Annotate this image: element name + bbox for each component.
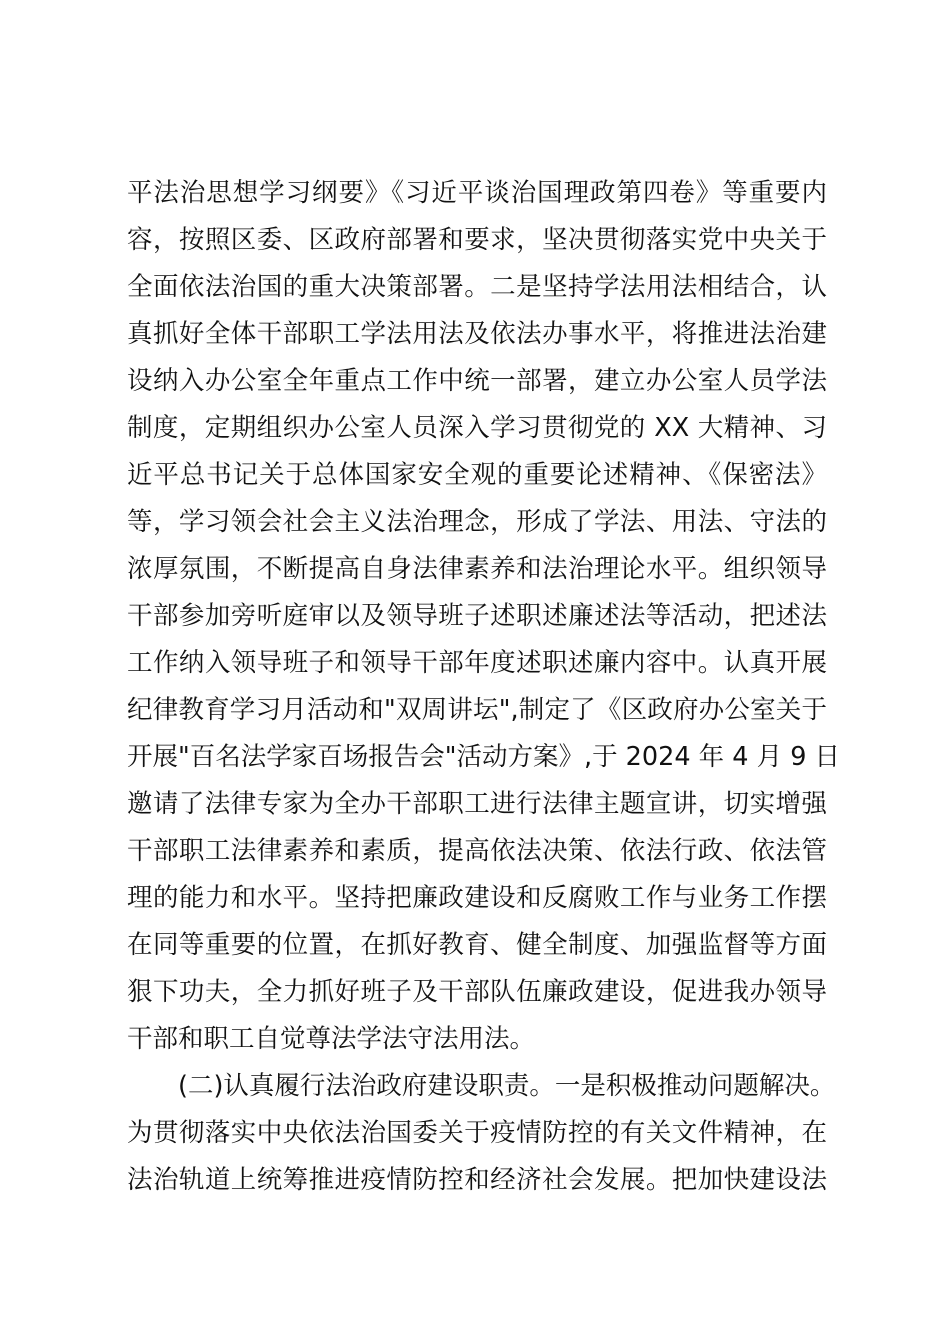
- text-line: 浓厚氛围，不断提高自身法律素养和法治理论水平。组织领导: [127, 554, 827, 584]
- text-line: 在同等重要的位置，在抓好教育、健全制度、加强监督等方面: [127, 930, 827, 960]
- text-line: 近平总书记关于总体国家安全观的重要论述精神、《保密法》: [127, 460, 827, 490]
- text-line: 狠下功夫，全力抓好班子及干部队伍廉政建设，促进我办领导: [127, 977, 827, 1007]
- text-line: 干部和职工自觉尊法学法守法用法。: [127, 1024, 536, 1054]
- text-line: 为贯彻落实中央依法治国委关于疫情防控的有关文件精神，在: [127, 1118, 827, 1148]
- text-line: 纪律教育学习月活动和"双周讲坛",制定了《区政府办公室关于: [127, 695, 827, 725]
- text-line: 设纳入办公室全年重点工作中统一部署，建立办公室人员学法: [127, 366, 827, 396]
- text-line: 工作纳入领导班子和领导干部年度述职述廉内容中。认真开展: [127, 648, 827, 678]
- text-line: 理的能力和水平。坚持把廉政建设和反腐败工作与业务工作摆: [127, 883, 827, 913]
- text-line: 邀请了法律专家为全办干部职工进行法律主题宣讲，切实增强: [127, 789, 827, 819]
- text-line: 真抓好全体干部职工学法用法及依法办事水平，将推进法治建: [127, 319, 827, 349]
- text-line: 法治轨道上统筹推进疫情防控和经济社会发展。把加快建设法: [127, 1165, 827, 1195]
- text-line: (二)认真履行法治政府建设职责。一是积极推动问题解决。: [178, 1071, 836, 1101]
- text-line: 干部职工法律素养和素质，提高依法决策、依法行政、依法管: [127, 836, 827, 866]
- text-line: 开展"百名法学家百场报告会"活动方案》,于 2024 年 4 月 9 日: [127, 742, 841, 772]
- text-line: 容，按照区委、区政府部署和要求，坚决贯彻落实党中央关于: [127, 225, 827, 255]
- text-line: 全面依法治国的重大决策部署。二是坚持学法用法相结合，认: [127, 272, 827, 302]
- document-body: [127, 170, 841, 1204]
- text-line: 平法治思想学习纲要》《习近平谈治国理政第四卷》等重要内: [127, 178, 827, 208]
- text-line: 制度，定期组织办公室人员深入学习贯彻党的 XX 大精神、习: [127, 413, 827, 443]
- text-line: 干部参加旁听庭审以及领导班子述职述廉述法等活动，把述法: [127, 601, 827, 631]
- text-line: 等，学习领会社会主义法治理念，形成了学法、用法、守法的: [127, 507, 827, 537]
- paragraph-1: [127, 170, 841, 1063]
- paragraph-2: [127, 1063, 836, 1204]
